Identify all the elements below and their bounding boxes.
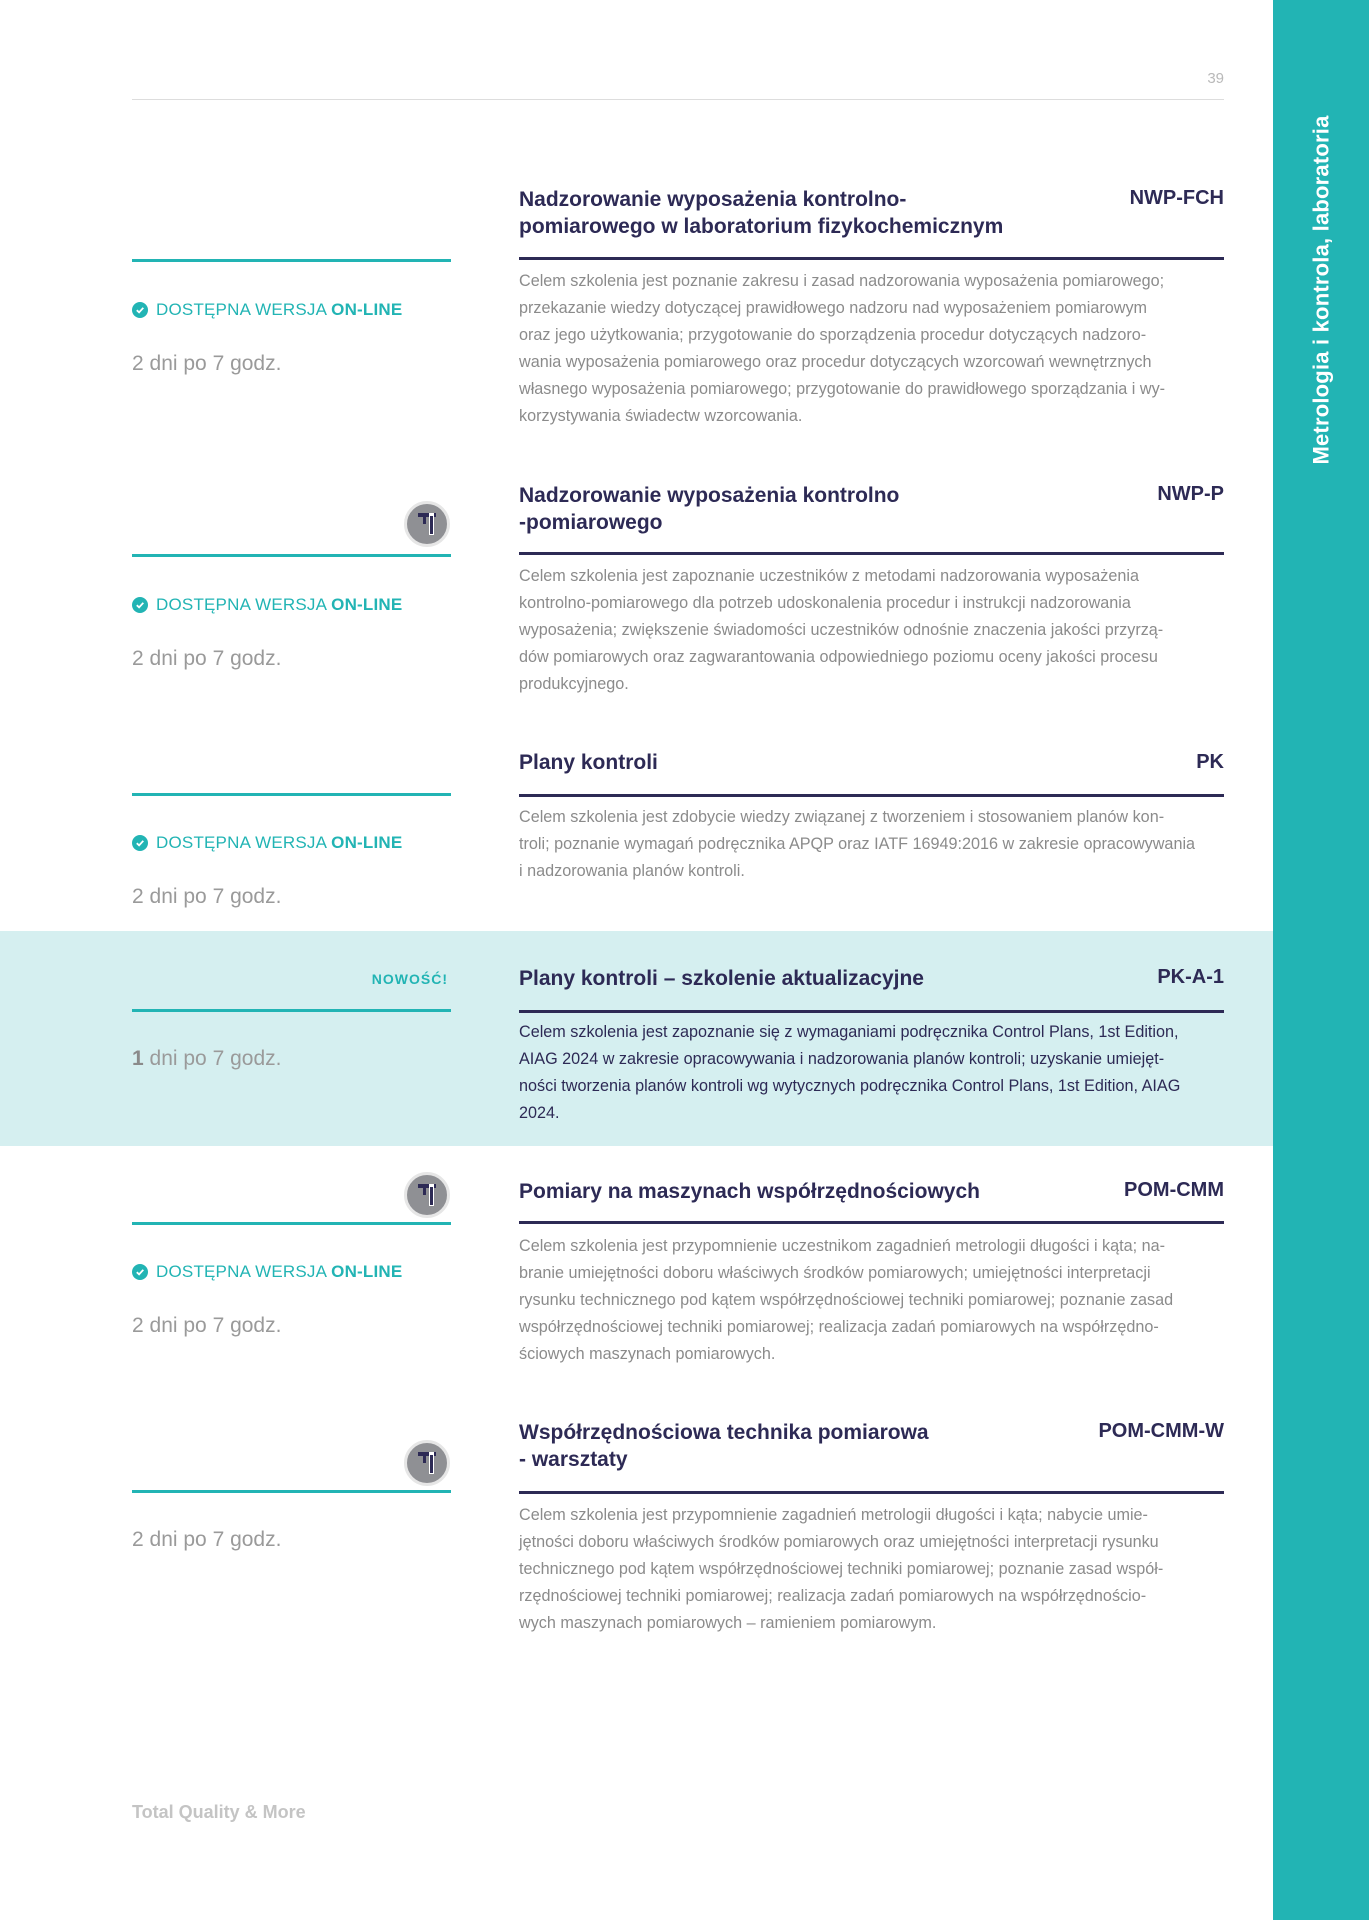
description-line: 2024. <box>519 1104 560 1122</box>
online-prefix: DOSTĘPNA WERSJA <box>156 595 327 614</box>
left-divider <box>132 1009 451 1012</box>
course-title <box>519 749 1079 776</box>
online-prefix: DOSTĘPNA WERSJA <box>156 300 327 319</box>
course-duration <box>132 1047 281 1071</box>
description-line: Celem szkolenia jest zdobycie wiedzy związanej z tworzeniem i stosowaniem planów kon- <box>519 808 1165 826</box>
online-label <box>156 833 402 853</box>
course-duration: 2 dni po 7 godz. <box>132 647 282 670</box>
course-title-line: Plany kontroli – szkolenie aktualizacyjne <box>519 967 924 990</box>
online-prefix: DOSTĘPNA WERSJA <box>156 833 327 852</box>
online-bold: ON-LINE <box>331 595 403 614</box>
online-availability <box>132 595 402 615</box>
title-divider <box>519 257 1224 260</box>
description-line: Celem szkolenia jest przypomnienie uczestnikom zagadnień metrologii długości i kąta; na- <box>519 1237 1166 1255</box>
course-title-line: pomiarowego w laboratorium fizykochemicznym <box>519 215 1004 238</box>
title-divider <box>519 1010 1224 1013</box>
description-line: technicznego pod kątem współrzędnościowej techniki pomiarowej; poznanie zasad współ- <box>519 1560 1164 1578</box>
left-divider <box>132 554 451 557</box>
course-description <box>519 563 1224 698</box>
course-title-line: Nadzorowanie wyposażenia kontrolno <box>519 484 900 507</box>
left-divider <box>132 1222 451 1225</box>
description-line: rysunku technicznego pod kątem współrzędnościowej techniki pomiarowej; poznanie zasad <box>519 1291 1174 1309</box>
course-code: NWP-P <box>1157 483 1224 505</box>
left-divider <box>132 793 451 796</box>
description-line: wyposażenia; zwiększenie świadomości uczestników odnośnie znaczenia jakości przyrzą- <box>519 621 1164 639</box>
page-number: 39 <box>1207 70 1224 87</box>
footer-brand: Total Quality & More <box>132 1802 306 1822</box>
online-label <box>156 300 402 320</box>
description-line: kontrolno-pomiarowego dla potrzeb udoskonalenia procedur i instrukcji nadzorowania <box>519 594 1131 612</box>
left-divider <box>132 1490 451 1493</box>
online-bold: ON-LINE <box>331 833 403 852</box>
online-availability <box>132 300 402 320</box>
course-title-line: -pomiarowego <box>519 511 663 534</box>
course-title-line: Pomiary na maszynach współrzędnościowych <box>519 1180 980 1203</box>
check-circle-icon <box>132 1264 148 1280</box>
course-description <box>519 804 1224 885</box>
description-line: dów pomiarowych oraz zagwarantowania odpowiedniego poziomu oceny jakości procesu <box>519 648 1158 666</box>
description-line: jętności doboru właściwych środków pomiarowych oraz umiejętności interpretacji rysunku <box>519 1533 1159 1551</box>
new-badge: NOWOŚĆ! <box>371 971 448 987</box>
description-line: wych maszynach pomiarowych – ramieniem pomiarowym. <box>519 1614 937 1632</box>
duration-text: dni po 7 godz. <box>143 1047 282 1070</box>
description-line: własnego wyposażenia pomiarowego; przygotowanie do prawidłowego sporządzania i wy- <box>519 380 1166 398</box>
caliper-icon <box>404 501 450 547</box>
course-title-line: Nadzorowanie wyposażenia kontrolno- <box>519 188 907 211</box>
course-code: PK <box>1196 751 1224 773</box>
course-description <box>519 1502 1224 1637</box>
online-label <box>156 1262 402 1282</box>
description-line: przekazanie wiedzy dotyczącej prawidłowego nadzoru nad wyposażeniem pomiarowym <box>519 299 1148 317</box>
online-bold: ON-LINE <box>331 1262 403 1281</box>
caliper-icon <box>404 1172 450 1218</box>
course-title-line: Plany kontroli <box>519 751 658 774</box>
description-line: rzędnościowej techniki pomiarowej; realizacja zadań pomiarowych na współrzędnościo- <box>519 1587 1147 1605</box>
course-title-line: Współrzędnościowa technika pomiarowa <box>519 1421 929 1444</box>
description-line: wania wyposażenia pomiarowego oraz procedur dotyczących wzorcowań wewnętrznych <box>519 353 1152 371</box>
course-title <box>519 1419 1079 1473</box>
course-title <box>519 186 1079 240</box>
title-divider <box>519 1221 1224 1224</box>
online-availability <box>132 1262 402 1282</box>
course-title <box>519 1178 1079 1205</box>
description-line: ności tworzenia planów kontroli wg wytycznych podręcznika Control Plans, 1st Edition, AIAG <box>519 1077 1181 1095</box>
duration-number: 1 <box>132 1047 144 1070</box>
description-line: i nadzorowania planów kontroli. <box>519 862 745 880</box>
course-title <box>519 965 1079 992</box>
online-availability <box>132 833 402 853</box>
check-circle-icon <box>132 835 148 851</box>
online-prefix: DOSTĘPNA WERSJA <box>156 1262 327 1281</box>
course-code: POM-CMM <box>1124 1179 1224 1201</box>
description-line: Celem szkolenia jest przypomnienie zagadnień metrologii długości i kąta; nabycie umie- <box>519 1506 1148 1524</box>
course-duration: 2 dni po 7 godz. <box>132 1314 282 1337</box>
course-title-line: - warsztaty <box>519 1448 628 1471</box>
description-line: Celem szkolenia jest zapoznanie się z wymaganiami podręcznika Control Plans, 1st Edition, <box>519 1023 1179 1041</box>
course-duration: 2 dni po 7 godz. <box>132 352 282 375</box>
course-description <box>519 268 1224 430</box>
course-pk-a-1 <box>0 931 1273 1146</box>
check-circle-icon <box>132 597 148 613</box>
caliper-icon <box>404 1440 450 1486</box>
description-line: troli; poznanie wymagań podręcznika APQP oraz IATF 16949:2016 w zakresie opracowywania <box>519 835 1196 853</box>
online-bold: ON-LINE <box>331 300 403 319</box>
section-title: Metrologia i kontrola, laboratoria <box>1309 115 1335 465</box>
course-code: PK-A-1 <box>1157 966 1224 988</box>
description-line: oraz jego użytkowania; przygotowanie do sporządzenia procedur dotyczących nadzoro- <box>519 326 1147 344</box>
title-divider <box>519 552 1224 555</box>
description-line: produkcyjnego. <box>519 675 629 693</box>
online-label <box>156 595 402 615</box>
course-description <box>519 1233 1224 1368</box>
check-circle-icon <box>132 302 148 318</box>
left-divider <box>132 259 451 262</box>
description-line: branie umiejętności doboru właściwych środków pomiarowych; umiejętności interpretacji <box>519 1264 1151 1282</box>
description-line: współrzędnościowej techniki pomiarowej; realizacja zadań pomiarowych na współrzędno- <box>519 1318 1159 1336</box>
course-duration: 2 dni po 7 godz. <box>132 1528 282 1551</box>
course-title <box>519 482 1079 536</box>
course-code: POM-CMM-W <box>1098 1420 1224 1442</box>
description-line: ściowych maszynach pomiarowych. <box>519 1345 776 1363</box>
description-line: Celem szkolenia jest poznanie zakresu i zasad nadzorowania wyposażenia pomiarowego; <box>519 272 1165 290</box>
description-line: Celem szkolenia jest zapoznanie uczestników z metodami nadzorowania wyposażenia <box>519 567 1139 585</box>
course-duration: 2 dni po 7 godz. <box>132 885 282 908</box>
course-nwp-fch <box>0 0 1273 470</box>
course-description <box>519 1019 1224 1127</box>
description-line: AIAG 2024 w zakresie opracowywania i nadzorowania planów kontroli; uzyskanie umiejęt- <box>519 1050 1165 1068</box>
description-line: korzystywania świadectw wzorcowania. <box>519 407 803 425</box>
course-code: NWP-FCH <box>1129 187 1224 209</box>
title-divider <box>519 1491 1224 1494</box>
section-title-wrapper <box>1306 100 1338 480</box>
title-divider <box>519 794 1224 797</box>
